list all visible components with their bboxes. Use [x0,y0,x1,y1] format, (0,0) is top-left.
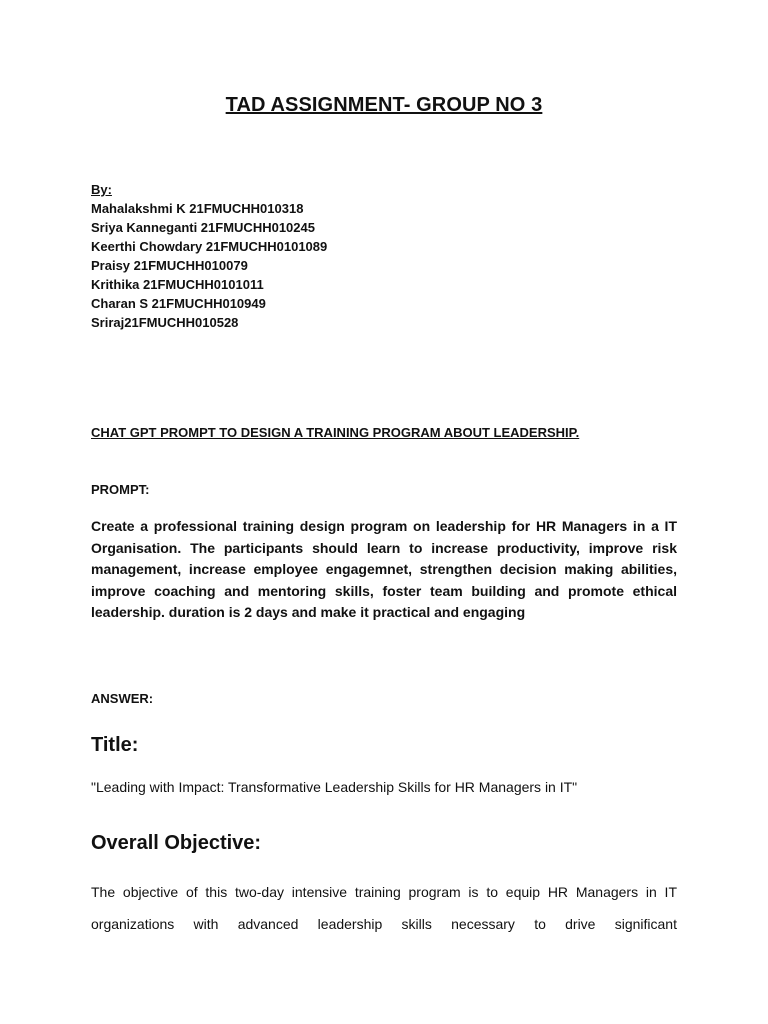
title-text: "Leading with Impact: Transformative Leadership Skills for HR Managers in IT" [91,779,578,795]
prompt-label: PROMPT: [91,482,150,497]
objective-text: The objective of this two-day intensive training program is to equip HR Managers in IT organizations with advanced leadership skills necessary to drive significant [91,884,677,932]
member-item: Krithika 21FMUCHH0101011 [91,277,264,292]
prompt-text: Create a professional training design program on leadership for HR Managers in a IT Organisation. The participants should learn to increase productivity, improve risk management, increase employee engagemnet, strengthen decision making abilities, improve coaching and mentoring skills, foster team building and promote ethical leadership. duration is 2 days and make it practical and engaging [91,518,677,620]
document-title: TAD ASSIGNMENT- GROUP NO 3 [225,94,543,116]
member-item: Sriraj21FMUCHH010528 [91,315,239,330]
author-list [91,180,327,332]
member-item: Praisy 21FMUCHH010079 [91,258,248,273]
member-item: Mahalakshmi K 21FMUCHH010318 [91,201,304,216]
member-item: Charan S 21FMUCHH010949 [91,296,266,311]
member-item: Sriya Kanneganti 21FMUCHH010245 [91,220,315,235]
answer-label: ANSWER: [91,691,154,706]
title-heading: Title: [91,734,139,756]
objective-heading: Overall Objective: [91,832,262,854]
member-item: Keerthi Chowdary 21FMUCHH0101089 [91,239,328,254]
by-label: By: [91,182,112,197]
section-heading: CHAT GPT PROMPT TO DESIGN A TRAINING PROGRAM ABOUT LEADERSHIP. [91,425,580,440]
